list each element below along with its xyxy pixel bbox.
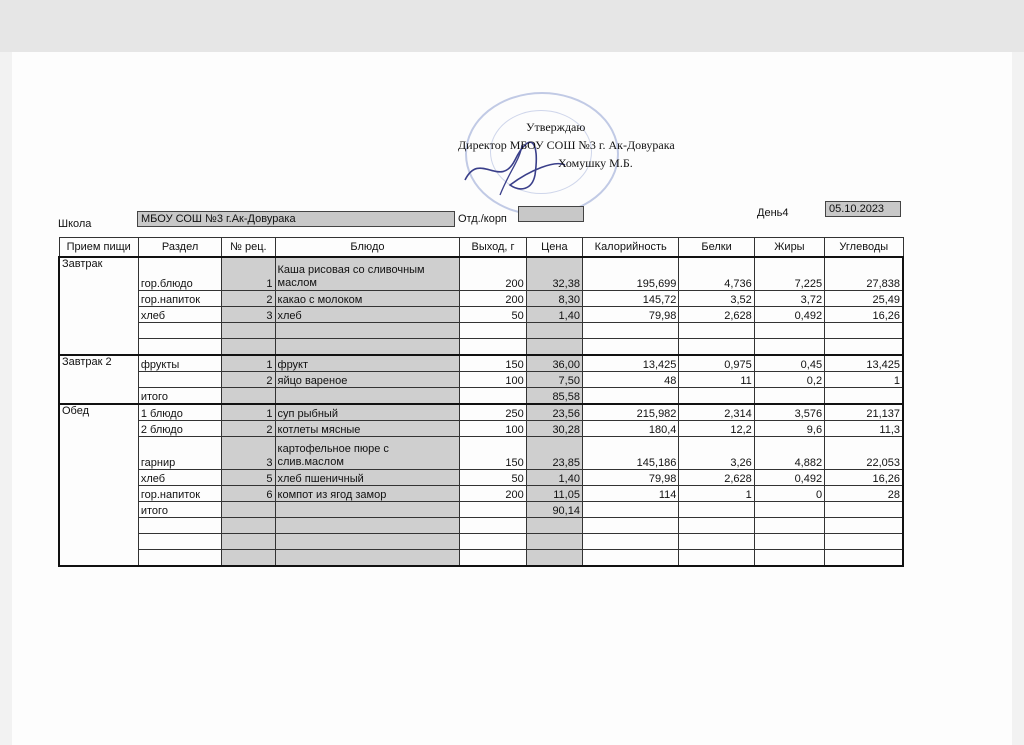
- cell-fat: 0,45: [754, 355, 824, 372]
- column-header: Жиры: [754, 238, 824, 258]
- column-header: № рец.: [222, 238, 275, 258]
- cell-fat: 0: [754, 486, 824, 502]
- cell-prot: 3,26: [679, 437, 754, 470]
- cell-out: 150: [460, 437, 526, 470]
- cell-rec: 1: [222, 257, 275, 291]
- table-row: [59, 323, 903, 339]
- table-row: [59, 470, 903, 486]
- cell-carb: 1: [825, 372, 903, 388]
- cell-price: [526, 339, 582, 356]
- cell-out: 150: [460, 355, 526, 372]
- cell-razdel: 1 блюдо: [138, 404, 221, 421]
- column-header: Выход, г: [460, 238, 526, 258]
- cell-carb: 25,49: [825, 291, 903, 307]
- cell-carb: [825, 502, 903, 518]
- cell-razdel: [138, 339, 221, 356]
- cell-price: 30,28: [526, 421, 582, 437]
- menu-table: [58, 237, 904, 567]
- cell-prot: 2,628: [679, 470, 754, 486]
- cell-rec: 1: [222, 355, 275, 372]
- cell-out: [460, 339, 526, 356]
- table-row: [59, 437, 903, 470]
- cell-cal: [582, 323, 678, 339]
- cell-price: 36,00: [526, 355, 582, 372]
- cell-prot: 12,2: [679, 421, 754, 437]
- cell-dish: [275, 518, 460, 534]
- cell-cal: 215,982: [582, 404, 678, 421]
- cell-price: 23,56: [526, 404, 582, 421]
- cell-dish: [275, 388, 460, 405]
- day-value: 4: [782, 207, 789, 219]
- cell-rec: [222, 502, 275, 518]
- approval-position: Директор МБОУ СОШ №3 г. Ак-Довурака: [458, 138, 675, 152]
- cell-carb: [825, 323, 903, 339]
- cell-cal: [582, 518, 678, 534]
- cell-fat: 3,72: [754, 291, 824, 307]
- table-row: [59, 388, 903, 405]
- cell-dish: котлеты мясные: [275, 421, 460, 437]
- cell-prot: [679, 339, 754, 356]
- cell-dish: [275, 502, 460, 518]
- cell-rec: 2: [222, 372, 275, 388]
- cell-price: 90,14: [526, 502, 582, 518]
- cell-out: 50: [460, 307, 526, 323]
- cell-out: [460, 550, 526, 567]
- school-label: Школа: [58, 218, 92, 230]
- cell-price: [526, 534, 582, 550]
- cell-prot: 4,736: [679, 257, 754, 291]
- cell-razdel: итого: [138, 502, 221, 518]
- cell-dish: фрукт: [275, 355, 460, 372]
- meal-section: [59, 404, 903, 566]
- cell-cal: [582, 502, 678, 518]
- cell-rec: [222, 339, 275, 356]
- cell-carb: [825, 518, 903, 534]
- cell-fat: 0,2: [754, 372, 824, 388]
- cell-razdel: [138, 550, 221, 567]
- cell-out: 250: [460, 404, 526, 421]
- meal-section: [59, 355, 903, 404]
- column-header: Прием пищи: [59, 238, 138, 258]
- cell-cal: 114: [582, 486, 678, 502]
- table-row: [59, 291, 903, 307]
- cell-carb: 27,838: [825, 257, 903, 291]
- cell-fat: 0,492: [754, 307, 824, 323]
- meal-name: Завтрак 2: [59, 355, 138, 404]
- cell-dish: Каша рисовая со сливочным маслом: [275, 257, 460, 291]
- cell-prot: [679, 502, 754, 518]
- cell-prot: [679, 323, 754, 339]
- cell-out: 200: [460, 257, 526, 291]
- meal-name: Обед: [59, 404, 138, 566]
- day-label-text: День: [757, 207, 783, 219]
- cell-rec: [222, 323, 275, 339]
- cell-out: [460, 502, 526, 518]
- cell-rec: [222, 388, 275, 405]
- table-row: [59, 257, 903, 291]
- cell-out: 50: [460, 470, 526, 486]
- cell-dish: яйцо вареное: [275, 372, 460, 388]
- cell-cal: 79,98: [582, 307, 678, 323]
- table-row: [59, 372, 903, 388]
- column-header: Блюдо: [275, 238, 460, 258]
- cell-carb: [825, 550, 903, 567]
- cell-dish: компот из ягод замор: [275, 486, 460, 502]
- cell-price: 1,40: [526, 470, 582, 486]
- cell-razdel: [138, 534, 221, 550]
- cell-rec: 2: [222, 291, 275, 307]
- cell-razdel: гарнир: [138, 437, 221, 470]
- cell-fat: 9,6: [754, 421, 824, 437]
- cell-cal: 13,425: [582, 355, 678, 372]
- cell-dish: какао с молоком: [275, 291, 460, 307]
- cell-out: [460, 534, 526, 550]
- cell-prot: 2,314: [679, 404, 754, 421]
- cell-razdel: итого: [138, 388, 221, 405]
- cell-prot: [679, 388, 754, 405]
- cell-razdel: [138, 518, 221, 534]
- cell-dish: картофельное пюре с слив.маслом: [275, 437, 460, 470]
- cell-cal: [582, 388, 678, 405]
- cell-prot: 2,628: [679, 307, 754, 323]
- cell-dish: хлеб: [275, 307, 460, 323]
- cell-fat: [754, 388, 824, 405]
- cell-cal: 180,4: [582, 421, 678, 437]
- date-field[interactable]: 05.10.2023: [825, 201, 901, 217]
- meal-section: [59, 257, 903, 355]
- column-header: Цена: [526, 238, 582, 258]
- cell-price: 32,38: [526, 257, 582, 291]
- dept-label: Отд./корп: [458, 213, 507, 225]
- cell-out: 100: [460, 421, 526, 437]
- cell-razdel: хлеб: [138, 470, 221, 486]
- column-header: Углеводы: [825, 238, 903, 258]
- cell-prot: [679, 550, 754, 567]
- approval-name: Хомушку М.Б.: [558, 156, 633, 170]
- cell-razdel: [138, 372, 221, 388]
- cell-dish: [275, 550, 460, 567]
- cell-fat: [754, 339, 824, 356]
- cell-razdel: хлеб: [138, 307, 221, 323]
- cell-fat: 0,492: [754, 470, 824, 486]
- cell-out: 100: [460, 372, 526, 388]
- cell-cal: 145,186: [582, 437, 678, 470]
- cell-carb: 13,425: [825, 355, 903, 372]
- cell-cal: 145,72: [582, 291, 678, 307]
- cell-cal: [582, 534, 678, 550]
- cell-rec: 6: [222, 486, 275, 502]
- cell-fat: [754, 502, 824, 518]
- cell-out: 200: [460, 291, 526, 307]
- cell-razdel: гор.напиток: [138, 486, 221, 502]
- cell-rec: 5: [222, 470, 275, 486]
- cell-price: 11,05: [526, 486, 582, 502]
- cell-price: 1,40: [526, 307, 582, 323]
- cell-fat: [754, 323, 824, 339]
- cell-cal: 195,699: [582, 257, 678, 291]
- table-row: [59, 404, 903, 421]
- column-header: Калорийность: [582, 238, 678, 258]
- cell-price: 23,85: [526, 437, 582, 470]
- cell-rec: 2: [222, 421, 275, 437]
- cell-price: 85,58: [526, 388, 582, 405]
- cell-prot: 1: [679, 486, 754, 502]
- cell-out: [460, 388, 526, 405]
- cell-dish: хлеб пшеничный: [275, 470, 460, 486]
- table-row: [59, 518, 903, 534]
- cell-price: [526, 323, 582, 339]
- cell-rec: [222, 518, 275, 534]
- column-header: Белки: [679, 238, 754, 258]
- approval-block: [458, 118, 718, 172]
- cell-carb: [825, 388, 903, 405]
- cell-carb: 11,3: [825, 421, 903, 437]
- cell-rec: [222, 550, 275, 567]
- cell-dish: [275, 323, 460, 339]
- dept-field[interactable]: [518, 206, 584, 222]
- cell-prot: 3,52: [679, 291, 754, 307]
- cell-dish: [275, 534, 460, 550]
- meal-name: Завтрак: [59, 257, 138, 355]
- cell-razdel: фрукты: [138, 355, 221, 372]
- cell-fat: [754, 534, 824, 550]
- table-row: [59, 534, 903, 550]
- cell-carb: 21,137: [825, 404, 903, 421]
- school-field[interactable]: МБОУ СОШ №3 г.Ак-Довурака: [137, 211, 455, 227]
- cell-razdel: гор.блюдо: [138, 257, 221, 291]
- cell-out: [460, 518, 526, 534]
- cell-out: [460, 323, 526, 339]
- cell-out: 200: [460, 486, 526, 502]
- cell-cal: 48: [582, 372, 678, 388]
- cell-cal: 79,98: [582, 470, 678, 486]
- table-row: [59, 307, 903, 323]
- cell-fat: [754, 518, 824, 534]
- day-label: [757, 207, 789, 219]
- cell-rec: 1: [222, 404, 275, 421]
- table-row: [59, 339, 903, 356]
- table-row: [59, 502, 903, 518]
- cell-price: 7,50: [526, 372, 582, 388]
- cell-razdel: [138, 323, 221, 339]
- cell-carb: 16,26: [825, 307, 903, 323]
- cell-dish: [275, 339, 460, 356]
- cell-price: [526, 518, 582, 534]
- table-row: [59, 421, 903, 437]
- table-row: [59, 550, 903, 567]
- cell-price: 8,30: [526, 291, 582, 307]
- table-header-row: [59, 238, 903, 258]
- cell-carb: [825, 534, 903, 550]
- cell-prot: [679, 534, 754, 550]
- cell-fat: 3,576: [754, 404, 824, 421]
- cell-cal: [582, 550, 678, 567]
- cell-fat: 7,225: [754, 257, 824, 291]
- table-row: [59, 486, 903, 502]
- cell-price: [526, 550, 582, 567]
- cell-fat: 4,882: [754, 437, 824, 470]
- cell-carb: [825, 339, 903, 356]
- cell-rec: 3: [222, 437, 275, 470]
- cell-carb: 28: [825, 486, 903, 502]
- table-row: [59, 355, 903, 372]
- cell-carb: 16,26: [825, 470, 903, 486]
- scan-top-band: [0, 0, 1024, 52]
- cell-razdel: гор.напиток: [138, 291, 221, 307]
- cell-prot: 11: [679, 372, 754, 388]
- cell-razdel: 2 блюдо: [138, 421, 221, 437]
- cell-rec: [222, 534, 275, 550]
- cell-rec: 3: [222, 307, 275, 323]
- cell-prot: 0,975: [679, 355, 754, 372]
- cell-cal: [582, 339, 678, 356]
- column-header: Раздел: [138, 238, 221, 258]
- cell-dish: суп рыбный: [275, 404, 460, 421]
- cell-carb: 22,053: [825, 437, 903, 470]
- cell-prot: [679, 518, 754, 534]
- approval-title: Утверждаю: [526, 120, 586, 134]
- cell-fat: [754, 550, 824, 567]
